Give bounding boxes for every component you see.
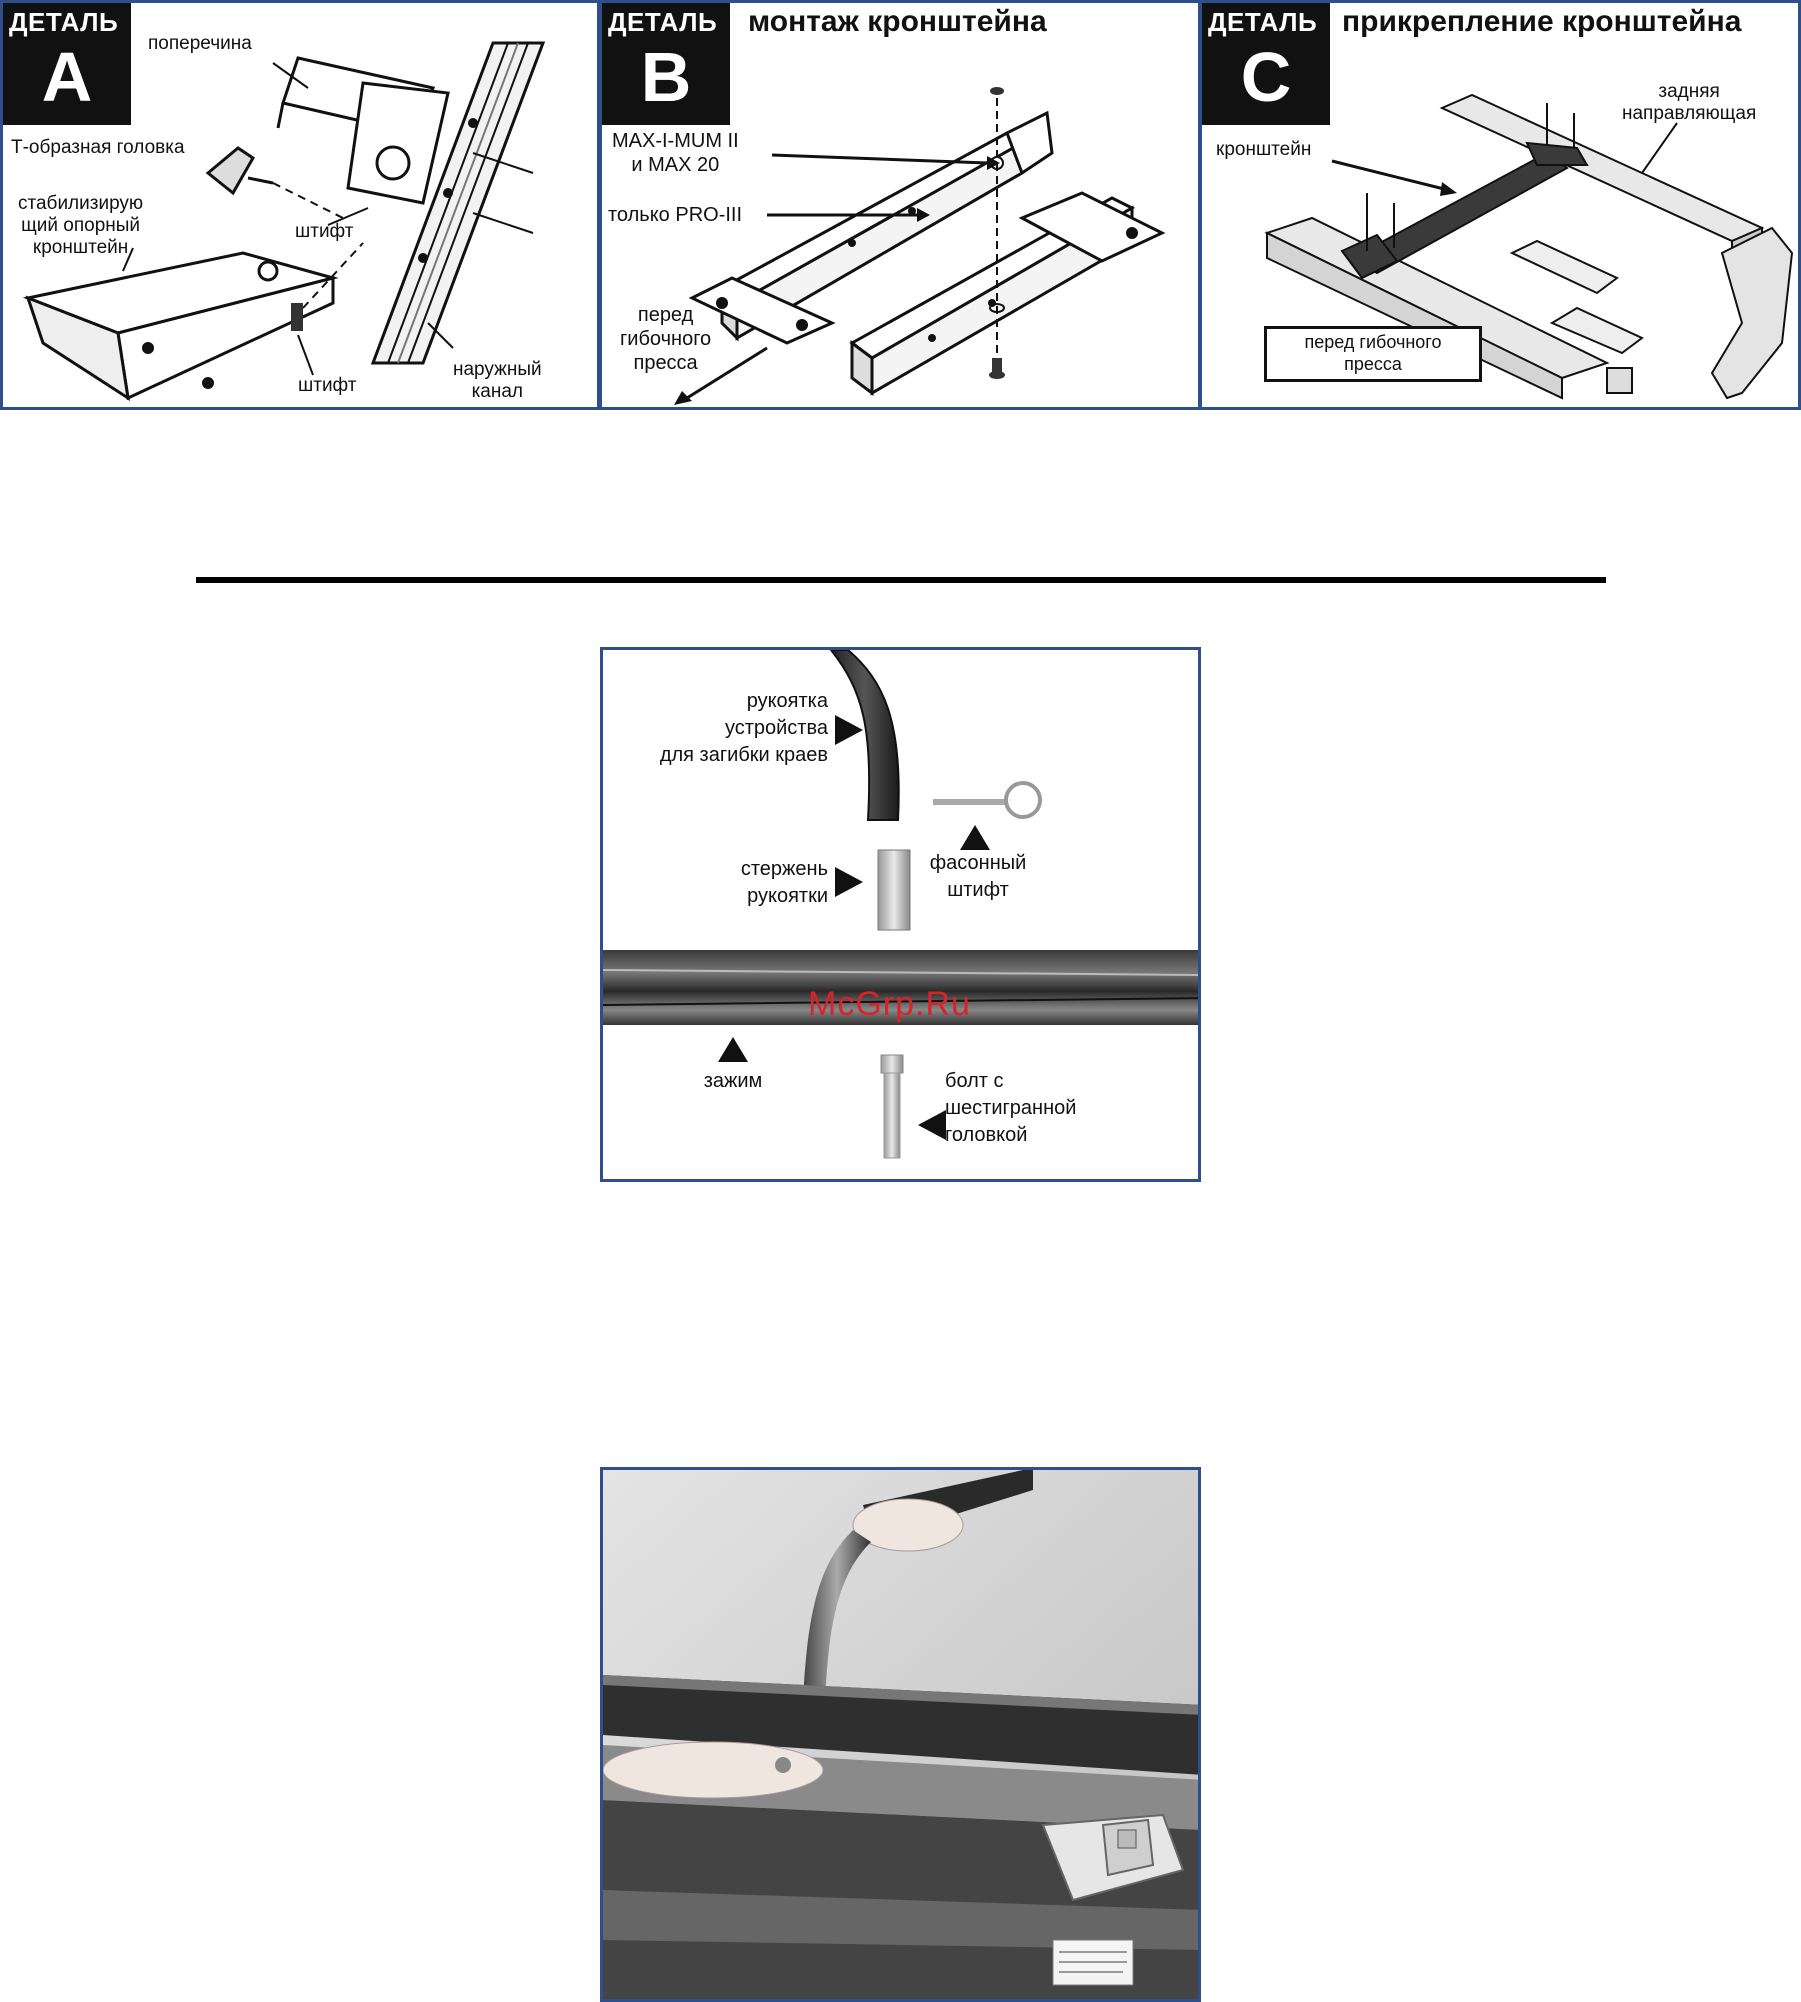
label-press-front-b: перед гибочного пресса bbox=[620, 304, 712, 374]
label-pin-upper: штифт bbox=[295, 221, 354, 242]
label-clamp: зажим bbox=[703, 1070, 763, 1092]
label-press-front-c-box bbox=[1264, 326, 1482, 382]
label-hex-bolt: болт с шестигранной головкой bbox=[945, 1070, 1077, 1146]
detail-c-tag bbox=[1202, 3, 1330, 125]
detail-c-letter: C bbox=[1240, 38, 1292, 116]
watermark: McGrp.Ru bbox=[808, 985, 971, 1023]
label-shaped-pin: фасонный штифт bbox=[929, 852, 1027, 901]
photo-figure bbox=[600, 1467, 1201, 2002]
detail-a-letter: A bbox=[41, 38, 93, 116]
label-handle-rod: стержень рукоятки bbox=[740, 858, 828, 907]
detail-b-panel bbox=[599, 0, 1201, 410]
label-pro-only: только PRO-III bbox=[608, 204, 743, 226]
label-stabilizing-bracket: стабилизирую щий опорный кронштейн bbox=[18, 193, 144, 258]
detail-b-letter: B bbox=[640, 38, 692, 116]
detail-a-tag bbox=[3, 3, 131, 125]
label-press-front-c: перед гибочного пресса bbox=[1304, 332, 1442, 374]
label-crossbar: поперечина bbox=[148, 33, 252, 54]
detail-c-title: прикрепление кронштейна bbox=[1342, 5, 1742, 38]
label-bracket-c: кронштейн bbox=[1216, 139, 1312, 160]
detail-b-title: монтаж кронштейна bbox=[748, 5, 1047, 38]
detail-c-word: ДЕТАЛЬ bbox=[1208, 7, 1318, 37]
label-rear-rail: задняя направляющая bbox=[1622, 81, 1757, 124]
detail-a-word: ДЕТАЛЬ bbox=[9, 7, 119, 37]
detail-b-tag bbox=[602, 3, 730, 125]
label-handle: рукоятка устройства для загибки краев bbox=[659, 690, 828, 766]
parts-figure bbox=[600, 647, 1201, 1182]
label-outer-channel: наружный канал bbox=[453, 359, 542, 402]
horizontal-rule bbox=[196, 577, 1606, 583]
label-pin-lower: штифт bbox=[298, 375, 357, 396]
label-max-models: MAX-I-MUM II и MAX 20 bbox=[612, 130, 739, 176]
detail-c-panel bbox=[1199, 0, 1801, 410]
assembly-photo bbox=[603, 1470, 1201, 2002]
label-t-head: Т-образная головка bbox=[11, 137, 185, 158]
detail-b-word: ДЕТАЛЬ bbox=[608, 7, 718, 37]
detail-a-panel bbox=[0, 0, 600, 410]
